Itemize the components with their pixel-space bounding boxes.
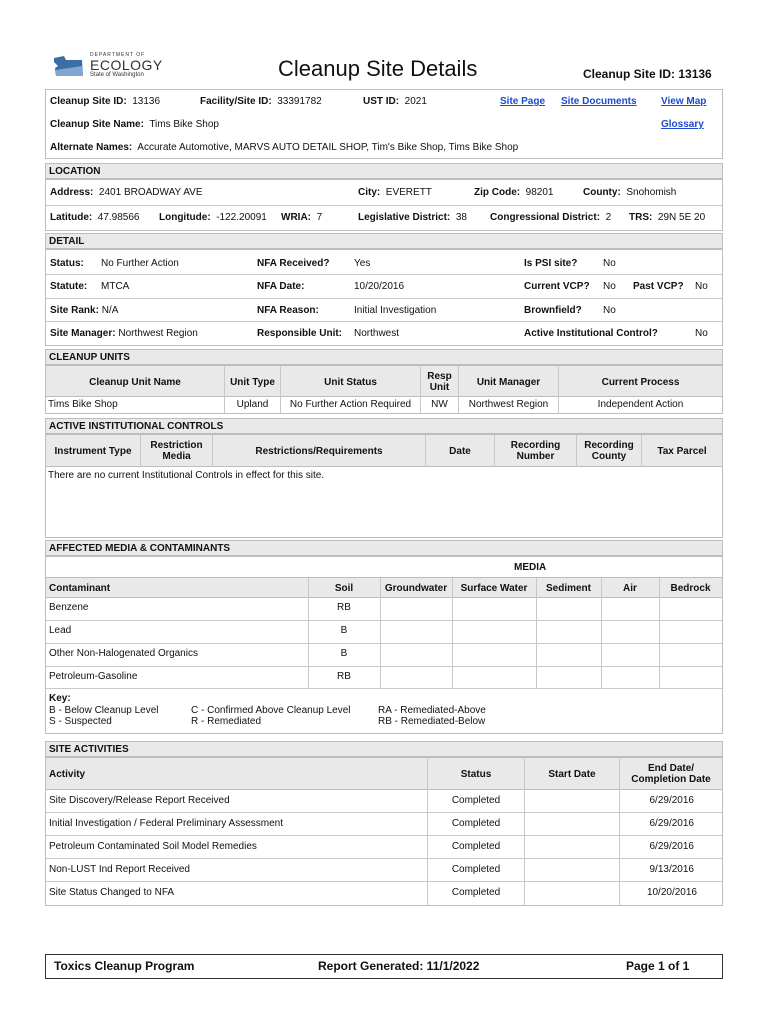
controls-section-header: ACTIVE INSTITUTIONAL CONTROLS — [45, 418, 723, 434]
county — [583, 187, 676, 198]
contaminant-soil: RB — [337, 602, 351, 613]
col-current-process: Current Process — [601, 377, 680, 388]
label: UST ID: — [363, 96, 400, 107]
activity-name: Initial Investigation / Federal Preliminary Assessment — [49, 818, 283, 829]
col-sediment: Sediment — [545, 583, 591, 594]
unit-manager: Northwest Region — [468, 399, 549, 410]
label: Facility/Site ID: — [200, 96, 272, 107]
value: EVERETT — [385, 187, 432, 198]
value: 2 — [605, 212, 612, 223]
longitude — [159, 212, 267, 223]
label: Legislative District: — [358, 212, 451, 223]
psi-value: No — [603, 258, 616, 269]
col-resp-unit: Resp Unit — [427, 371, 452, 393]
key-item: R - Remediated — [191, 716, 262, 727]
responsible-unit-value: Northwest — [354, 328, 400, 339]
cleanup-site-name — [50, 119, 219, 130]
label: Cleanup Site ID: — [50, 96, 127, 107]
label: Latitude: — [50, 212, 93, 223]
col-instrument-type: Instrument Type — [54, 446, 132, 457]
activities-section-header: SITE ACTIVITIES — [45, 741, 723, 757]
wria — [281, 212, 322, 223]
key-item: B - Below Cleanup Level — [49, 705, 159, 716]
col-unit-manager: Unit Manager — [476, 377, 541, 388]
brownfield-label: Brownfield? — [524, 305, 582, 316]
congressional-district — [490, 212, 611, 223]
col-contaminant: Contaminant — [49, 583, 111, 594]
col-recording-county: Recording County — [584, 440, 634, 462]
statute-value: MTCA — [101, 281, 130, 292]
media-group-label: MEDIA — [514, 562, 547, 573]
label: Zip Code: — [474, 187, 521, 198]
footer-page: Page 1 of 1 — [626, 959, 690, 973]
value: N/A — [101, 305, 119, 316]
value: 2021 — [404, 96, 427, 107]
col-start-date: Start Date — [548, 769, 596, 780]
activity-end: 6/29/2016 — [649, 795, 694, 806]
site-id-top: Cleanup Site ID: 13136 — [583, 67, 712, 81]
col-surface-water: Surface Water — [460, 583, 528, 594]
unit-name: Tims Bike Shop — [48, 399, 118, 410]
activity-end: 10/20/2016 — [646, 887, 697, 898]
zip-code — [474, 187, 553, 198]
label: City: — [358, 187, 381, 198]
washington-state-icon — [52, 54, 86, 80]
label: WRIA: — [281, 212, 311, 223]
unit-resp: NW — [431, 399, 448, 410]
label: Alternate Names: — [50, 142, 133, 153]
unit-type: Upland — [236, 399, 269, 410]
key-item: S - Suspected — [49, 716, 112, 727]
page-title: Cleanup Site Details — [278, 56, 478, 81]
label: Site Manager: — [50, 328, 116, 339]
brownfield-value: No — [603, 305, 616, 316]
activity-name: Petroleum Contaminated Soil Model Remedies — [49, 841, 257, 852]
col-restrictions: Restrictions/Requirements — [255, 446, 383, 457]
nfa-received-label: NFA Received? — [257, 258, 330, 269]
legislative-district — [358, 212, 467, 223]
contaminant-name: Other Non-Halogenated Organics — [49, 648, 198, 659]
value: 29N 5E 20 — [657, 212, 706, 223]
value: 98201 — [525, 187, 554, 198]
col-end-date: End Date/ Completion Date — [631, 763, 711, 785]
cleanup-site-id — [50, 96, 160, 107]
latitude — [50, 212, 140, 223]
logo-line1: DEPARTMENT OF — [90, 52, 146, 58]
statute-label: Statute: — [50, 281, 88, 292]
logo-line2: ECOLOGY — [90, 57, 163, 73]
contaminant-soil: B — [340, 648, 348, 659]
col-groundwater: Groundwater — [384, 583, 448, 594]
label: Congressional District: — [490, 212, 601, 223]
address — [50, 187, 203, 198]
contaminant-name: Petroleum-Gasoline — [49, 671, 138, 682]
view-map-link[interactable]: View Map — [661, 96, 707, 107]
value: 2401 BROADWAY AVE — [98, 187, 203, 198]
col-recording-number: Recording Number — [510, 440, 561, 462]
label: Longitude: — [159, 212, 211, 223]
site-manager — [50, 328, 198, 339]
alternate-names — [50, 142, 518, 153]
col-bedrock: Bedrock — [670, 583, 711, 594]
key-item: RA - Remediated-Above — [378, 705, 486, 716]
nfa-reason-label: NFA Reason: — [257, 305, 319, 316]
key-title: Key: — [49, 693, 71, 704]
ust-id — [363, 96, 427, 107]
ecology-logo — [52, 52, 163, 82]
col-soil: Soil — [334, 583, 354, 594]
facility-site-id — [200, 96, 322, 107]
contaminant-name: Benzene — [49, 602, 89, 613]
value: 33391782 — [277, 96, 322, 107]
status-label: Status: — [50, 258, 84, 269]
value: 47.98566 — [97, 212, 140, 223]
logo-line3: State of Washington — [90, 72, 144, 78]
past-vcp-value: No — [695, 281, 708, 292]
activity-status: Completed — [451, 818, 501, 829]
value: -122.20091 — [216, 212, 267, 223]
col-unit-type: Unit Type — [230, 377, 275, 388]
activity-status: Completed — [451, 887, 501, 898]
key-item: RB - Remediated-Below — [378, 716, 486, 727]
nfa-reason-value: Initial Investigation — [354, 305, 437, 316]
activity-name: Site Status Changed to NFA — [49, 887, 175, 898]
activity-status: Completed — [451, 864, 501, 875]
footer-program: Toxics Cleanup Program — [54, 959, 195, 973]
footer-generated: Report Generated: 11/1/2022 — [318, 959, 480, 973]
activity-status: Completed — [451, 841, 501, 852]
past-vcp-label: Past VCP? — [633, 281, 684, 292]
city — [358, 187, 432, 198]
controls-empty-message: There are no current Institutional Controls in effect for this site. — [48, 470, 325, 481]
detail-section-header: DETAIL — [45, 233, 723, 249]
value: Accurate Automotive, MARVS AUTO DETAIL SHOP, Tim's Bike Shop, Tims Bike Shop — [137, 142, 519, 153]
col-status: Status — [460, 769, 492, 780]
contaminant-soil: RB — [337, 671, 351, 682]
col-restriction-media: Restriction Media — [150, 440, 203, 462]
cleanup-units-section-header: CLEANUP UNITS — [45, 349, 723, 365]
current-vcp-label: Current VCP? — [524, 281, 590, 292]
col-date: Date — [449, 446, 471, 457]
responsible-unit-label: Responsible Unit: — [257, 328, 343, 339]
site-documents-link[interactable]: Site Documents — [561, 96, 637, 107]
media-section-header: AFFECTED MEDIA & CONTAMINANTS — [45, 540, 723, 556]
activities-header-row — [45, 757, 723, 790]
aic-value: No — [695, 328, 708, 339]
trs — [629, 212, 705, 223]
aic-label: Active Institutional Control? — [524, 328, 658, 339]
activity-name: Non-LUST Ind Report Received — [49, 864, 190, 875]
value: Tims Bike Shop — [149, 119, 219, 130]
activity-name: Site Discovery/Release Report Received — [49, 795, 230, 806]
site-page-link[interactable]: Site Page — [500, 96, 546, 107]
col-activity: Activity — [49, 769, 86, 780]
unit-status: No Further Action Required — [289, 399, 412, 410]
col-air: Air — [623, 583, 637, 594]
location-section-header: LOCATION — [45, 163, 723, 179]
key-item: C - Confirmed Above Cleanup Level — [191, 705, 351, 716]
contaminant-soil: B — [340, 625, 348, 636]
col-tax-parcel: Tax Parcel — [657, 446, 707, 457]
activity-status: Completed — [451, 795, 501, 806]
glossary-link[interactable]: Glossary — [661, 119, 704, 130]
label: County: — [583, 187, 621, 198]
label: Site Rank: — [50, 305, 99, 316]
activity-end: 9/13/2016 — [649, 864, 694, 875]
status-value: No Further Action — [101, 258, 179, 269]
current-vcp-value: No — [603, 281, 616, 292]
contaminant-name: Lead — [49, 625, 72, 636]
nfa-received-value: Yes — [354, 258, 371, 269]
label: TRS: — [629, 212, 653, 223]
value: Northwest Region — [118, 328, 198, 339]
col-cleanup-unit-name: Cleanup Unit Name — [89, 377, 181, 388]
nfa-date-label: NFA Date: — [257, 281, 305, 292]
site-rank — [50, 305, 118, 316]
label: Address: — [50, 187, 94, 198]
nfa-date-value: 10/20/2016 — [354, 281, 405, 292]
label: Cleanup Site Name: — [50, 119, 144, 130]
value: 7 — [316, 212, 323, 223]
activity-end: 6/29/2016 — [649, 818, 694, 829]
value: 13136 — [132, 96, 161, 107]
value: Snohomish — [626, 187, 677, 198]
unit-process: Independent Action — [597, 399, 684, 410]
col-unit-status: Unit Status — [324, 377, 377, 388]
activity-end: 6/29/2016 — [649, 841, 694, 852]
value: 38 — [455, 212, 467, 223]
psi-label: Is PSI site? — [524, 258, 578, 269]
